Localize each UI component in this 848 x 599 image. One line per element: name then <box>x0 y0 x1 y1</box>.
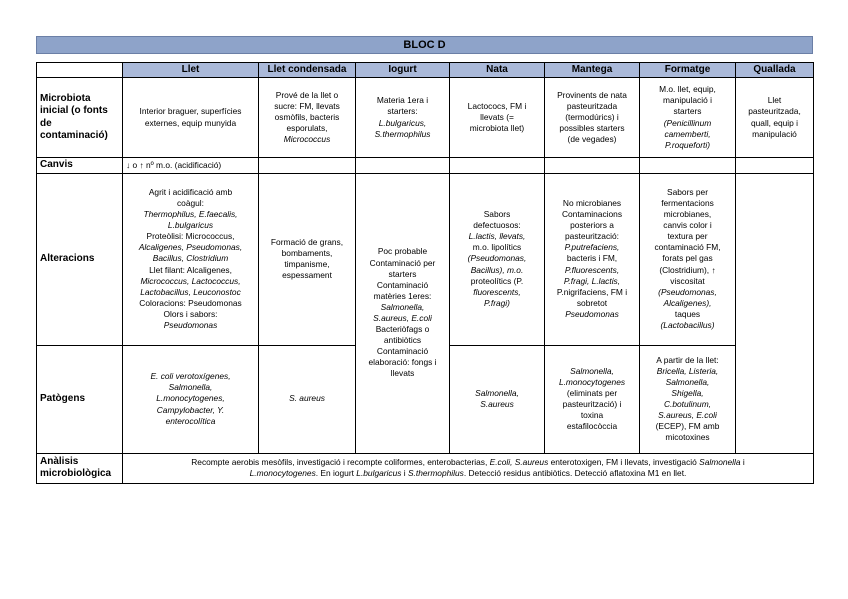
bloc-title: BLOC D <box>36 36 813 54</box>
cell-patogens-mantega: Salmonella, L.monocytogenes (eliminats per pasteurització) i toxina estafilocòccia <box>545 345 640 453</box>
cell-patogens-formatge: A partir de la llet: Bricella, Listeria, Salmonella, Shigella, C.botulinum, S.aureus, E.coli (ECEP), FM amb micotoxines <box>640 345 736 453</box>
cell-alteracions-nata: Sabors defectuosos: L.lactis, llevats, m.o. lipolítics (Pseudomonas, Bacillus), m.o. proteolítics (P. fluorescents, P.fragi) <box>450 173 545 345</box>
cell-quallada-alteracions-patogens <box>736 173 814 453</box>
header-iogurt: Iogurt <box>356 63 450 78</box>
header-mantega: Mantega <box>545 63 640 78</box>
cell-canvis-mantega <box>545 158 640 174</box>
cell-alteracions-condensada: Formació de grans, bombaments, timpanisme, espessament <box>259 173 356 345</box>
cell-alteracions-llet: Agrit i acidificació amb coàgul: Thermophilus, E.faecalis, L.bulgaricus Proteòlisi: Micrococcus, Alcaligenes, Pseudomonas, Bacillus, Clostridium Llet filant: Alcaligenes, Micrococcus, Lactococcus, Lactobacillus, Leuconostoc Coloracions: Pseudomonas Olors i sabors: Pseudomonas <box>123 173 259 345</box>
header-llet-condensada: Llet condensada <box>259 63 356 78</box>
header-llet: Llet <box>123 63 259 78</box>
header-empty <box>37 63 123 78</box>
cell-microbiota-formatge: M.o. llet, equip, manipulació i starters (Penicillinum camemberti, P.roqueforti) <box>640 78 736 158</box>
cell-canvis-condensada <box>259 158 356 174</box>
cell-microbiota-mantega: Provinents de nata pasteuritzada (termodúrics) i possibles starters (de vegades) <box>545 78 640 158</box>
row-label-patogens: Patògens <box>37 345 123 453</box>
cell-microbiota-condensada: Prové de la llet o sucre: FM, llevats osmòfils, bacteris esporulats, Micrococcus <box>259 78 356 158</box>
cell-microbiota-nata: Lactococs, FM i llevats (= microbiota llet) <box>450 78 545 158</box>
cell-microbiota-quallada: Llet pasteuritzada, quall, equip i manipulació <box>736 78 814 158</box>
row-label-canvis: Canvis <box>37 158 123 174</box>
cell-canvis-iogurt <box>356 158 450 174</box>
header-nata: Nata <box>450 63 545 78</box>
cell-microbiota-llet: Interior braguer, superfícies externes, equip munyida <box>123 78 259 158</box>
cell-patogens-condensada: S. aureus <box>259 345 356 453</box>
row-canvis <box>37 158 814 174</box>
cell-alteracions-mantega: No microbianes Contaminacions posteriors a pasteurització: P.putrefaciens, bacteris i FM, P.fluorescents, P.fragi, L.lactis, P.nigrifaciens, FM i sobretot Pseudomonas <box>545 173 640 345</box>
row-analisi <box>37 453 814 483</box>
header-formatge: Formatge <box>640 63 736 78</box>
header-row <box>37 63 814 78</box>
cell-canvis-formatge <box>640 158 736 174</box>
cell-canvis-nata <box>450 158 545 174</box>
cell-canvis-quallada <box>736 158 814 174</box>
cell-patogens-llet: E. coli verotoxígenes, Salmonella, L.monocytogenes, Campylobacter, Y. enterocolítica <box>123 345 259 453</box>
cell-microbiota-iogurt: Materia 1era i starters: L.bulgaricus, S.thermophilus <box>356 78 450 158</box>
header-quallada: Quallada <box>736 63 814 78</box>
dairy-microbiology-table <box>36 62 814 484</box>
cell-analisi: Recompte aerobis mesòfils, investigació i recompte coliformes, enterobacterias, E.coli, S.aureus enterotoxigen, FM i llevats, investigació Salmonella i L.monocytogenes. En iogurt L.bulgaricus i S.thermophilus. Detecció residus antibiòtics. Detecció aflatoxina M1 en llet. <box>123 453 814 483</box>
row-alteracions <box>37 173 814 345</box>
cell-canvis-llet: ↓ o ↑ nº m.o. (acidificació) <box>123 158 259 174</box>
cell-alteracions-formatge: Sabors per fermentacions microbianes, canvis color i textura per contaminació FM, forats pel gas (Clostridium), ↑ viscositat (Pseudomonas, Alcaligenes), taques (Lactobacillus) <box>640 173 736 345</box>
cell-iogurt-alteracions-patogens: Poc probable Contaminació per starters Contaminació matèries 1eres: Salmonella, S.aureus, E.coli Bacteriòfags o antibiòtics Contaminació elaboració: fongs i llevats <box>356 173 450 453</box>
row-label-analisi: Anàlisis microbiològica <box>37 453 123 483</box>
row-label-microbiota: Microbiota inicial (o fonts de contaminació) <box>37 78 123 158</box>
cell-patogens-nata: Salmonella, S.aureus <box>450 345 545 453</box>
row-label-alteracions: Alteracions <box>37 173 123 345</box>
row-microbiota <box>37 78 814 158</box>
